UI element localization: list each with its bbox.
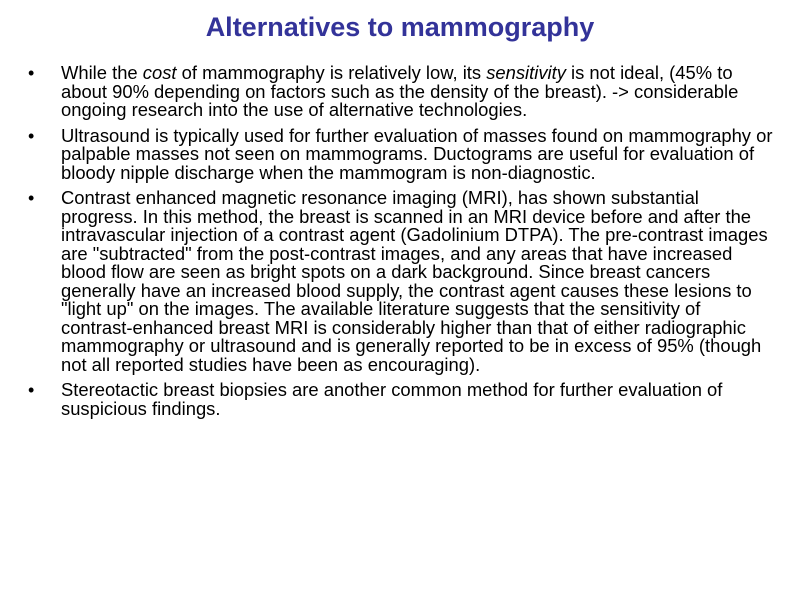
bullet-text: Ultrasound is typically used for further evaluation of masses found on mammography or palpable masses not seen on mammograms. Ductograms are useful for evaluation of bloody nipple discharge when the mammogram is non-diagnostic.	[61, 124, 773, 183]
bullet-text: is not ideal, (45% to about 90% depending on factors such as the density of the breast). -> considerable ongoing research into the use of alternative technologies.	[61, 62, 739, 120]
bullet-text: While the	[61, 62, 143, 83]
bullet-item	[28, 124, 773, 183]
bullet-item	[28, 381, 773, 418]
bullet-item	[28, 64, 773, 120]
bullet-list	[28, 64, 773, 425]
bullet-text: Stereotactic breast biopsies are another common method for further evaluation of suspicious findings.	[61, 379, 723, 419]
slide-title: Alternatives to mammography	[205, 12, 595, 42]
bullet-text: Contrast enhanced magnetic resonance imaging (MRI), has shown substantial progress. In this method, the breast is scanned in an MRI device before and after the intravascular injection of a contrast agent (Gadolinium DTPA). The pre-contrast images are "subtracted" from the post-contrast images, and any areas that have increased blood flow are seen as bright spots on a dark background. Since breast cancers generally have an increased blood supply, the contrast agent causes these lesions to "light up" on the images. The available literature suggests that the sensitivity of contrast-enhanced breast MRI is considerably higher than that of either radiographic mammography or ultrasound and is generally reported to be in excess of 95% (though not all reported studies have been as encouraging).	[61, 187, 768, 375]
bullet-emphasis: sensitivity	[486, 62, 566, 83]
bullet-item	[28, 189, 773, 374]
bullet-text: of mammography is relatively low, its	[176, 62, 487, 83]
bullet-emphasis: cost	[142, 62, 177, 83]
